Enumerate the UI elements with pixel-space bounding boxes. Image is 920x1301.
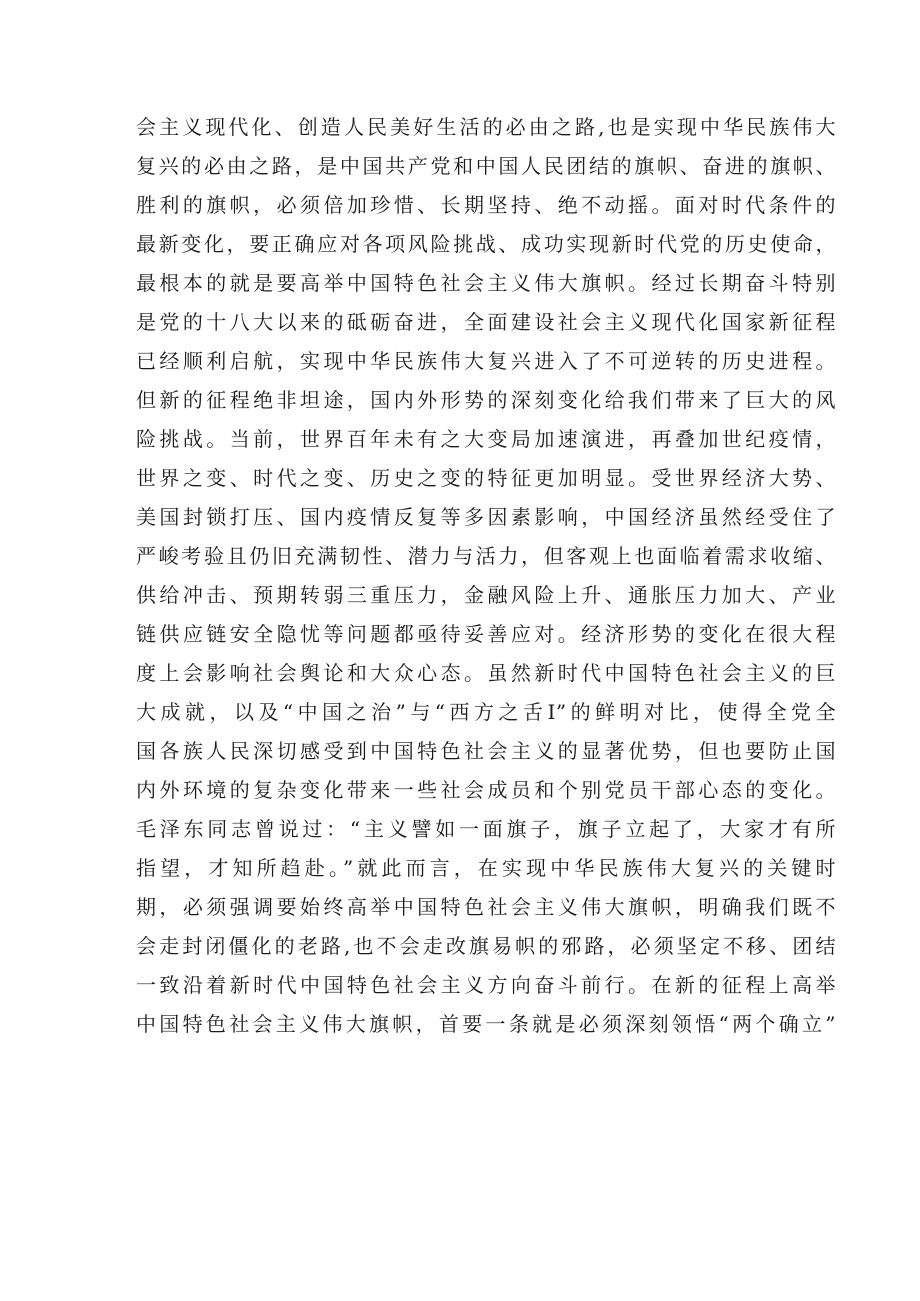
text-line: 供给冲击、预期转弱三重压力，金融风险上升、通胀压力加大、产业 — [136, 583, 836, 607]
text-line: 指望，才知所趋赴。”就此而言，在实现中华民族伟大复兴的关键时 — [136, 856, 836, 880]
text-line: 国各族人民深切感受到中国特色社会主义的显著优势，但也要防止国 — [136, 739, 836, 763]
text-line: 度上会影响社会舆论和大众心态。虽然新时代中国特色社会主义的巨 — [136, 661, 836, 685]
text-line: 期，必须强调要始终高举中国特色社会主义伟大旗帜，明确我们既不 — [136, 895, 836, 919]
text-line: 复兴的必由之路，是中国共产党和中国人民团结的旗帜、奋进的旗帜、 — [136, 154, 836, 178]
text-line: 中国特色社会主义伟大旗帜，首要一条就是必须深刻领悟“两个确立” — [136, 1012, 836, 1036]
text-line: 内外环境的复杂变化带来一些社会成员和个别党员干部心态的变化。 — [136, 778, 836, 802]
text-line: 毛泽东同志曾说过：“主义譬如一面旗子，旗子立起了，大家才有所 — [136, 817, 836, 841]
text-line: 已经顺利启航，实现中华民族伟大复兴进入了不可逆转的历史进程。 — [136, 349, 836, 373]
text-line: 但新的征程绝非坦途，国内外形势的深刻变化给我们带来了巨大的风 — [136, 388, 836, 412]
text-line: 大成就，以及“中国之治”与“西方之舌I”的鲜明对比，使得全党全 — [136, 700, 836, 724]
text-line: 胜利的旗帜，必须倍加珍惜、长期坚持、绝不动摇。面对时代条件的 — [136, 193, 836, 217]
text-line: 严峻考验且仍旧充满韧性、潜力与活力，但客观上也面临着需求收缩、 — [136, 544, 836, 568]
text-line: 是党的十八大以来的砥砺奋进，全面建设社会主义现代化国家新征程 — [136, 310, 836, 334]
text-line: 险挑战。当前，世界百年未有之大变局加速演进，再叠加世纪疫情， — [136, 427, 836, 451]
text-line: 最新变化，要正确应对各项风险挑战、成功实现新时代党的历史使命， — [136, 232, 836, 256]
text-line: 世界之变、时代之变、历史之变的特征更加明显。受世界经济大势、 — [136, 466, 836, 490]
text-line: 最根本的就是要高举中国特色社会主义伟大旗帜。经过长期奋斗特别 — [136, 271, 836, 295]
body-text — [136, 108, 836, 1044]
text-line: 会走封闭僵化的老路,也不会走改旗易帜的邪路，必须坚定不移、团结 — [136, 934, 836, 958]
text-line: 美国封锁打压、国内疫情反复等多因素影响，中国经济虽然经受住了 — [136, 505, 836, 529]
text-line: 会主义现代化、创造人民美好生活的必由之路,也是实现中华民族伟大 — [136, 115, 836, 139]
text-line: 链供应链安全隐忧等问题都亟待妥善应对。经济形势的变化在很大程 — [136, 622, 836, 646]
text-line: 一致沿着新时代中国特色社会主义方向奋斗前行。在新的征程上高举 — [136, 973, 836, 997]
